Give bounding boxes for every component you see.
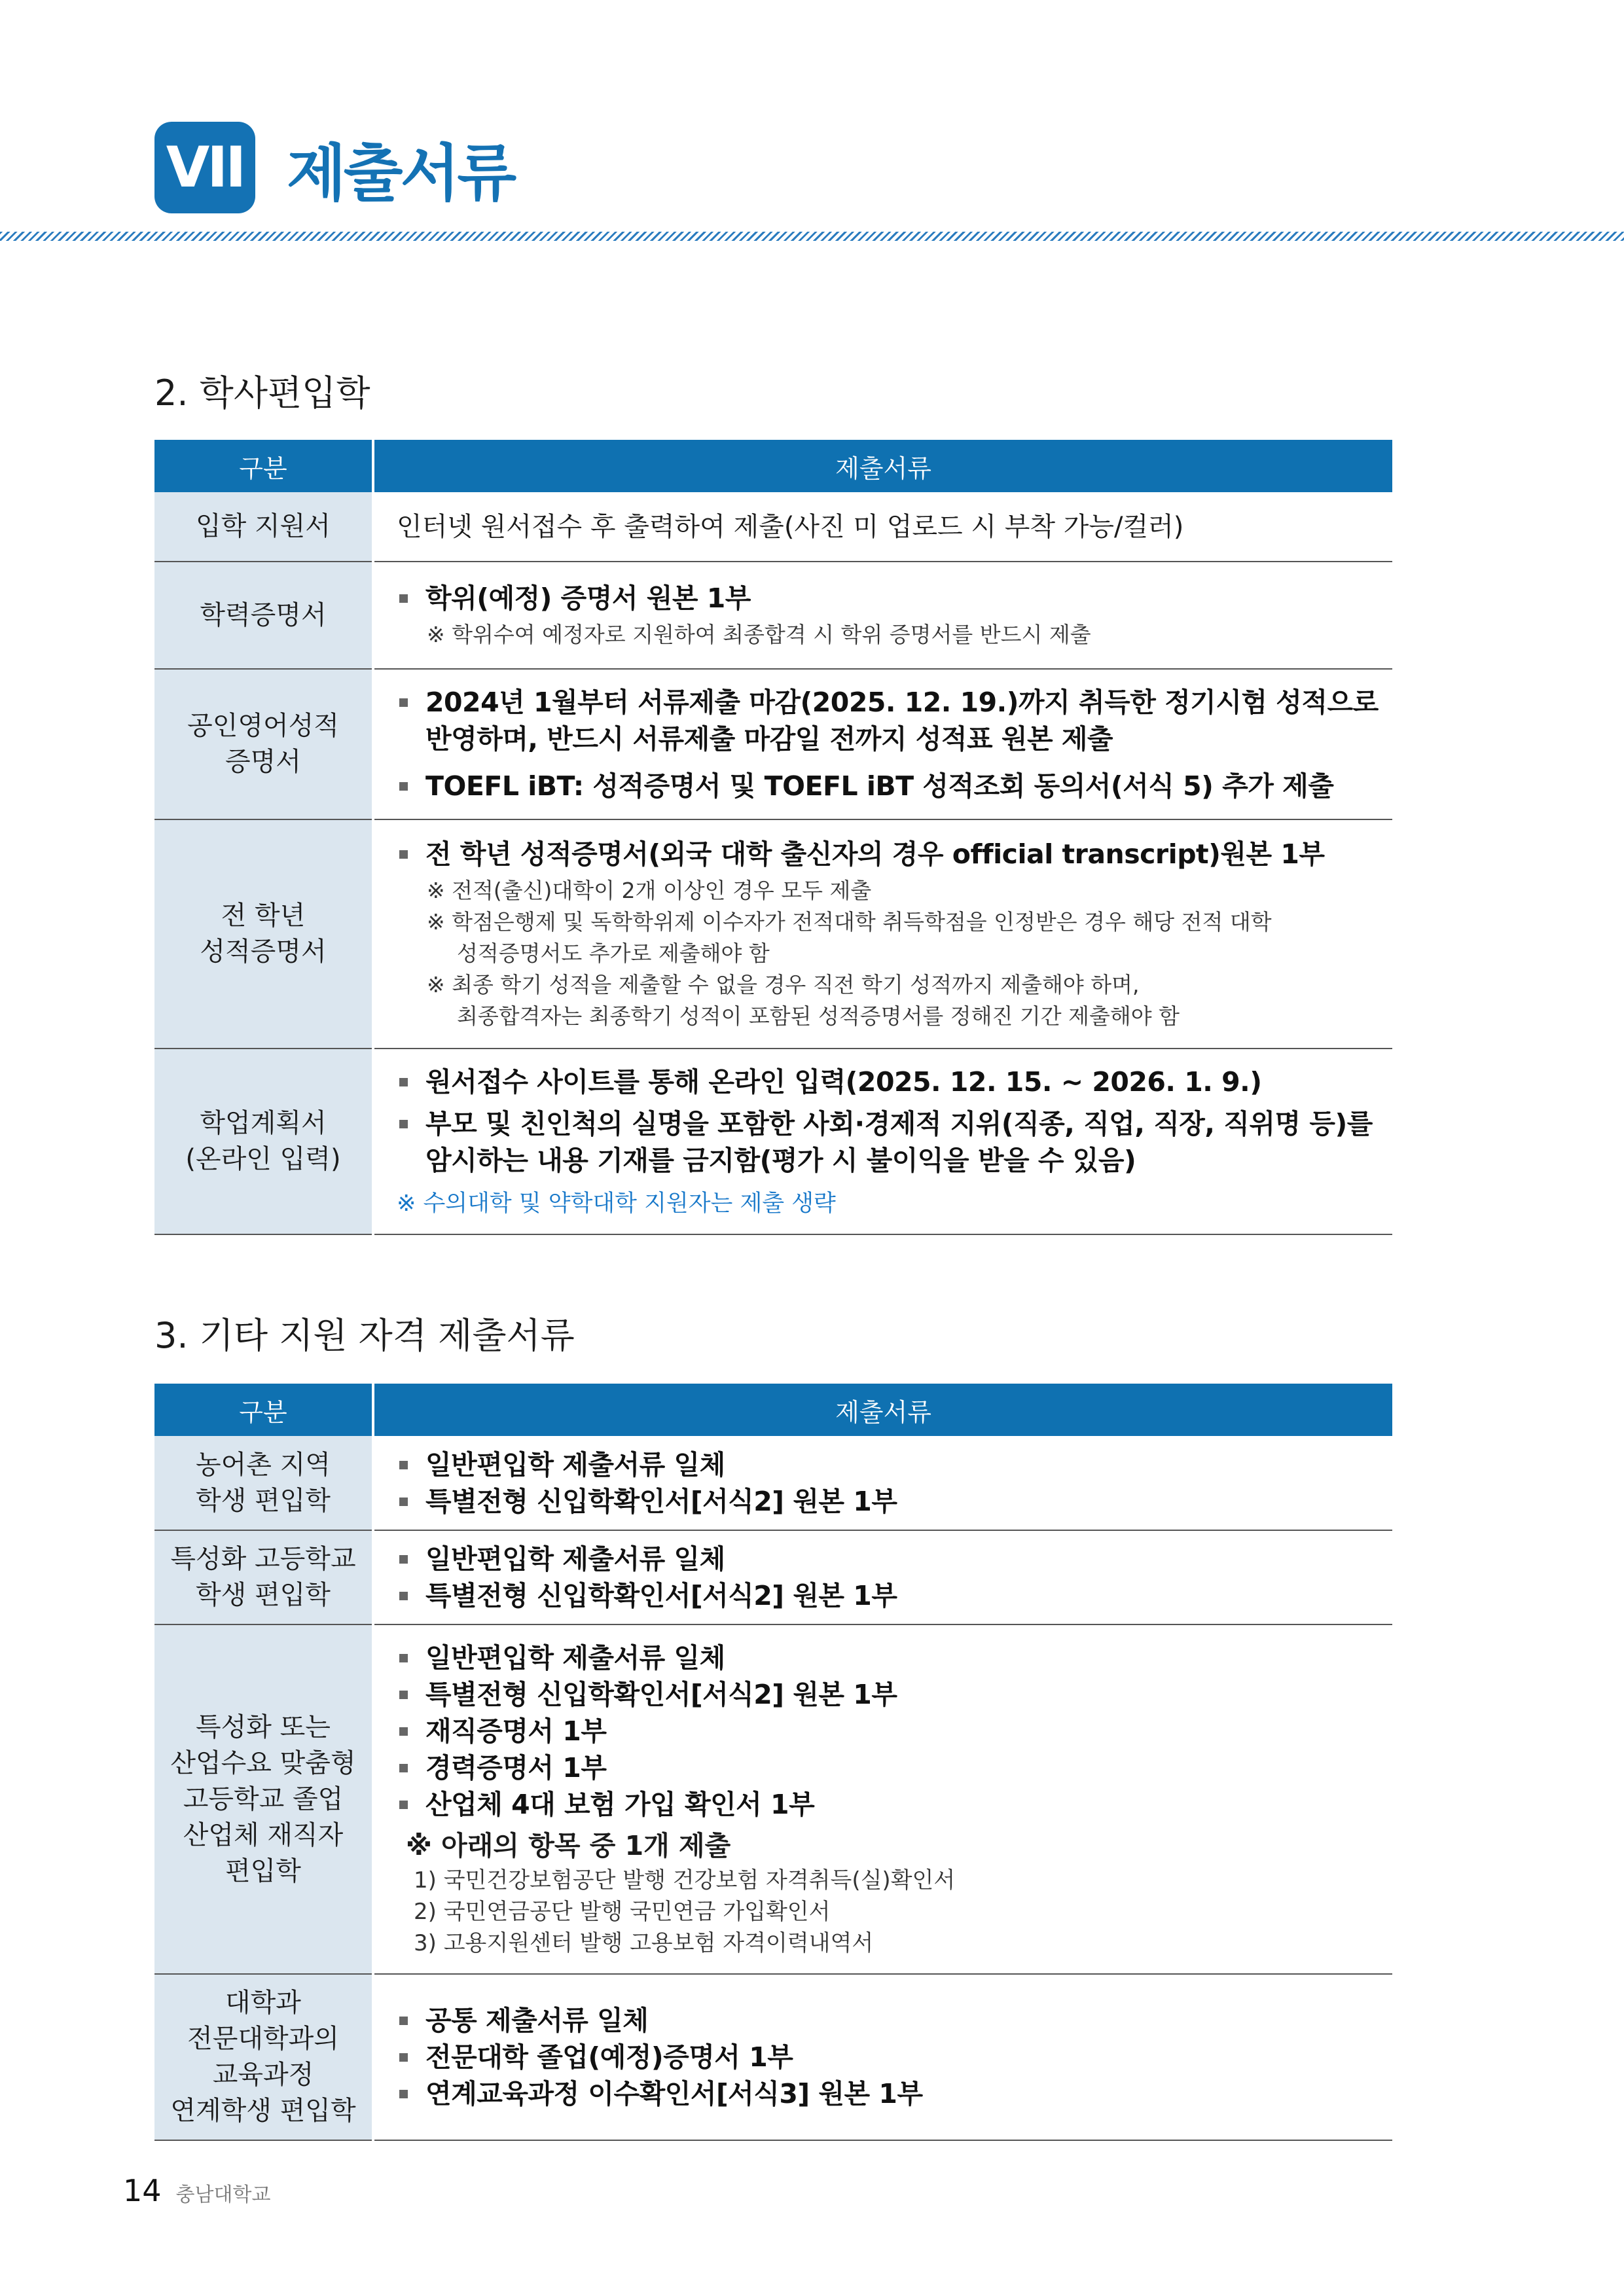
numbered-item: 2) 국민연금공단 발행 국민연금 가입확인서 [414, 1899, 831, 1925]
section-title-2: 2. 학사편입학 [154, 372, 370, 414]
table-row [154, 1624, 1392, 1974]
note-text: ※ 수의대학 및 약학대학 지원자는 제출 생략 [397, 1191, 836, 1217]
bullet-item: 경력증명서 1부 [397, 1749, 1392, 1786]
note-text: 최종합격자는 최종학기 성적이 포함된 성적증명서를 정해진 기간 제출해야 함 [457, 1003, 1180, 1029]
bullet-item: 학위(예정) 증명서 원본 1부 [397, 580, 1392, 617]
header-documents: 제출서류 [373, 1384, 1392, 1436]
table-header [154, 440, 1392, 492]
header-category: 구분 [154, 440, 373, 492]
note-text: 성적증명서도 추가로 제출해야 함 [457, 941, 770, 966]
row-category: 특성화 또는 산업수요 맞춤형 고등학교 졸업 산업체 재직자 편입학 [154, 1624, 373, 1974]
row-category: 공인영어성적 증명서 [154, 669, 373, 819]
table-row [154, 1530, 1392, 1624]
chapter-title: 제출서류 [287, 137, 514, 209]
table-row [154, 819, 1392, 1049]
section-title-3: 3. 기타 지원 자격 제출서류 [154, 1315, 575, 1356]
table-other-qualification-docs [154, 1384, 1392, 2141]
row-category: 학력증명서 [154, 562, 373, 669]
bullet-item: 특별전형 신입학확인서[서식2] 원본 1부 [397, 1577, 1392, 1614]
bullet-item: 일반편입학 제출서류 일체 [397, 1640, 1392, 1676]
numbered-item: 3) 고용지원센터 발행 고용보험 자격이력내역서 [414, 1930, 874, 1956]
note-text: ※ 학점은행제 및 독학학위제 이수자가 전적대학 취득학점을 인정받은 경우 해당 전적 대학 [427, 909, 1272, 935]
bullet-item: 전문대학 졸업(예정)증명서 1부 [397, 2039, 1392, 2075]
row-category: 학업계획서 (온라인 입력) [154, 1049, 373, 1234]
bullet-item: 특별전형 신입학확인서[서식2] 원본 1부 [397, 1483, 1392, 1520]
table-header [154, 1384, 1392, 1436]
note-text: ※ 전적(출신)대학이 2개 이상인 경우 모두 제출 [427, 878, 872, 903]
bullet-item: 전 학년 성적증명서(외국 대학 출신자의 경우 official transcript)원본 1부 [397, 836, 1392, 872]
row-category: 입학 지원서 [154, 492, 373, 562]
table-row [154, 1974, 1392, 2140]
table-row [154, 562, 1392, 669]
table-row [154, 1436, 1392, 1530]
bullet-item: 원서접수 사이트를 통해 온라인 입력(2025. 12. 15. ~ 2026. 1. 9.) [397, 1064, 1392, 1100]
footer-school: 충남대학교 [175, 2183, 271, 2206]
bullet-item: 연계교육과정 이수확인서[서식3] 원본 1부 [397, 2075, 1392, 2112]
header-category: 구분 [154, 1384, 373, 1436]
note-text: ※ 최종 학기 성적을 제출할 수 없을 경우 직전 학기 성적까지 제출해야 하며, [427, 972, 1140, 997]
table-transfer-docs [154, 440, 1392, 1235]
bullet-item: 재직증명서 1부 [397, 1713, 1392, 1749]
sub-heading: ※ 아래의 항목 중 1개 제출 [406, 1830, 731, 1861]
bullet-item: 산업체 4대 보험 가입 확인서 1부 [397, 1786, 1392, 1823]
row-category: 농어촌 지역 학생 편입학 [154, 1436, 373, 1530]
bullet-item: 일반편입학 제출서류 일체 [397, 1446, 1392, 1483]
hatch-divider [0, 232, 1624, 241]
bullet-item: 공통 제출서류 일체 [397, 2002, 1392, 2039]
table-row [154, 669, 1392, 819]
bullet-item: 일반편입학 제출서류 일체 [397, 1541, 1392, 1577]
row-text: 인터넷 원서접수 후 출력하여 제출(사진 미 업로드 시 부착 가능/컬러) [397, 511, 1184, 542]
table-row [154, 1049, 1392, 1234]
chapter-header [154, 122, 514, 213]
row-category: 특성화 고등학교 학생 편입학 [154, 1530, 373, 1624]
table-row [154, 492, 1392, 562]
page-number: 14 [123, 2173, 162, 2208]
numbered-item: 1) 국민건강보험공단 발행 건강보험 자격취득(실)확인서 [414, 1867, 956, 1893]
bullet-item: 특별전형 신입학확인서[서식2] 원본 1부 [397, 1676, 1392, 1713]
row-category: 전 학년 성적증명서 [154, 819, 373, 1049]
row-category: 대학과 전문대학과의 교육과정 연계학생 편입학 [154, 1974, 373, 2140]
note-text: ※ 학위수여 예정자로 지원하여 최종합격 시 학위 증명서를 반드시 제출 [427, 622, 1091, 647]
chapter-badge: VII [154, 122, 255, 213]
page-footer [123, 2173, 270, 2208]
bullet-item: TOEFL iBT: 성적증명서 및 TOEFL iBT 성적조회 동의서(서식 5) 추가 제출 [397, 768, 1392, 804]
header-documents: 제출서류 [373, 440, 1392, 492]
bullet-item: 2024년 1월부터 서류제출 마감(2025. 12. 19.)까지 취득한 정기시험 성적으로 반영하며, 반드시 서류제출 마감일 전까지 성적표 원본 제출 [397, 684, 1392, 757]
bullet-item: 부모 및 친인척의 실명을 포함한 사회·경제적 지위(직종, 직업, 직장, 직위명 등)를 암시하는 내용 기재를 금지함(평가 시 불이익을 받을 수 있음) [397, 1105, 1392, 1179]
